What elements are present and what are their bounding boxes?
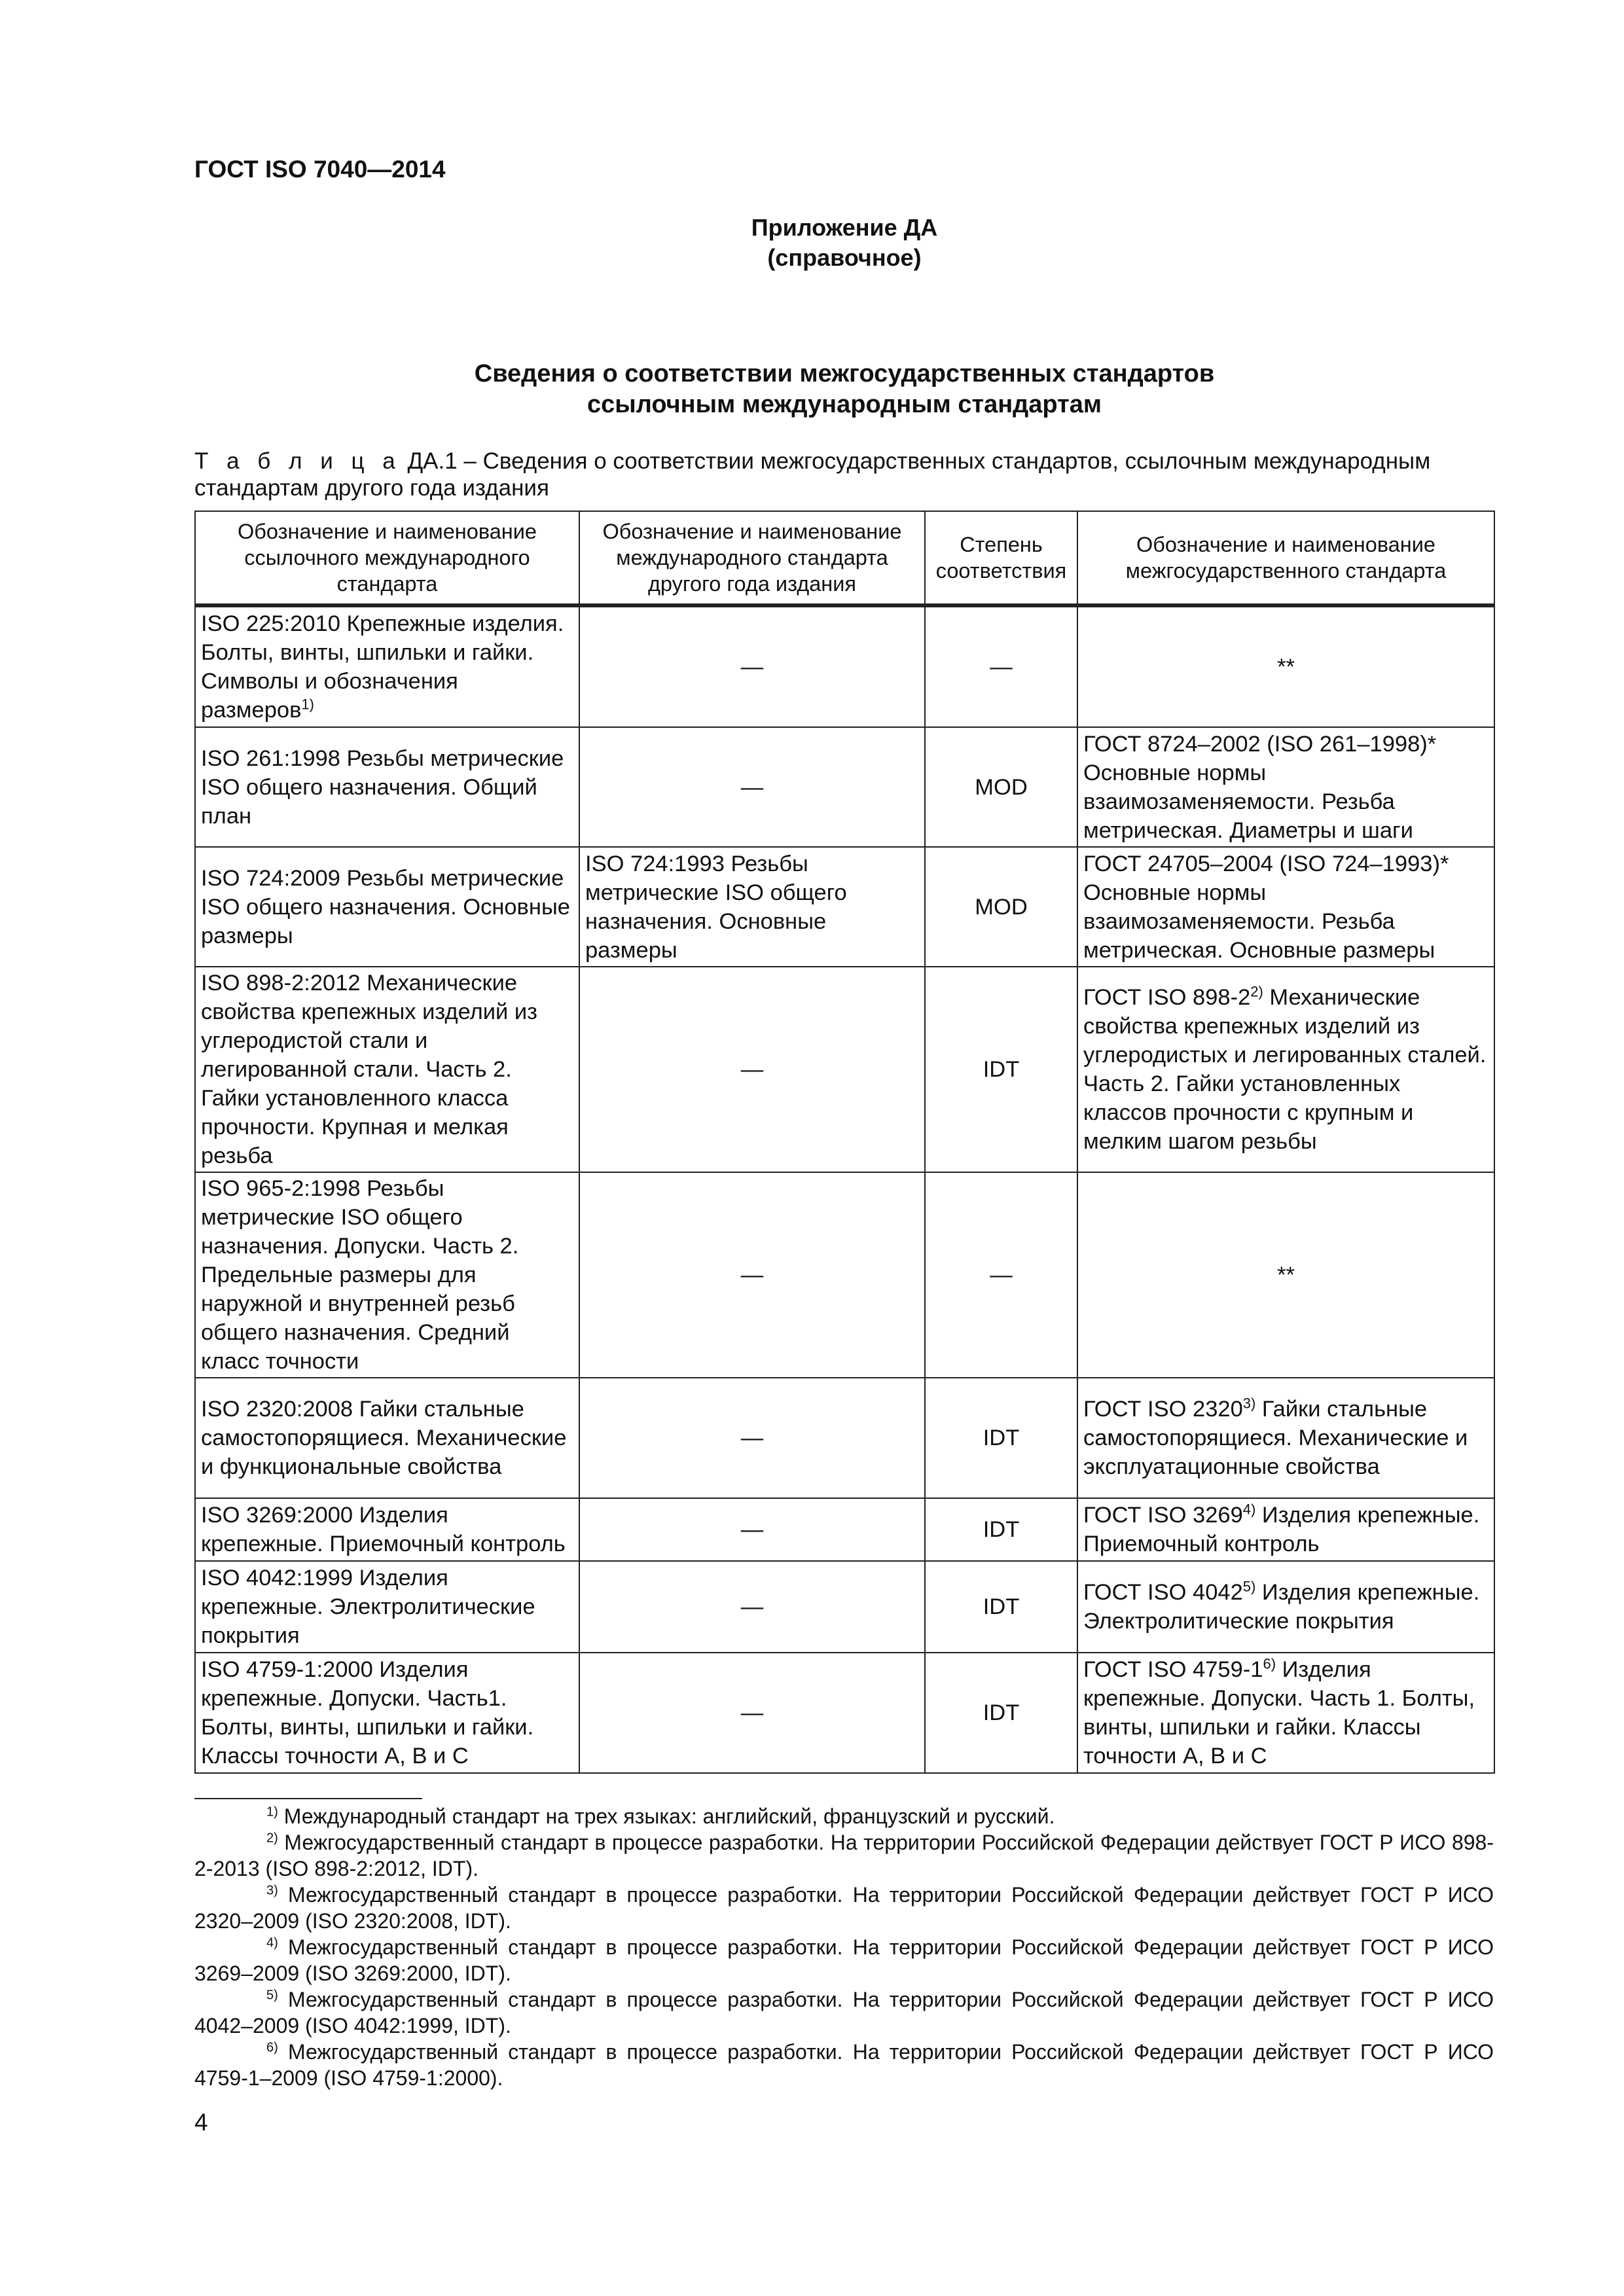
section-title-line-2: ссылочным международным стандартам [586,391,1102,418]
appendix-title: Приложение ДА [751,214,938,241]
appendix-heading [0,213,1624,273]
reference-standard-text: ISO 3269:2000 Изделия крепежные. Приемочный контроль [201,1503,566,1556]
cell-degree: IDT [925,1378,1077,1498]
correspondence-table [194,511,1495,1774]
reference-standard-text: ISO 724:2009 Резьбы метрические ISO общего назначения. Основные размеры [201,865,570,948]
reference-standard-text: ISO 4759-1:2000 Изделия крепежные. Допуски. Часть1. Болты, винты, шпильки и гайки. Классы точности А, В и С [201,1657,534,1768]
footnote [194,1829,1494,1882]
interstate-standard-text-rest: Изделия крепежные. Электролитические покрытия [1083,1580,1480,1634]
table-row [195,847,1494,967]
footnote [194,1882,1494,1934]
footnote-mark: 3) [1242,1395,1256,1412]
interstate-standard-text-rest: Гайки стальные самостопорящиеся. Механические и эксплуатационные свойства [1083,1397,1468,1479]
header-interstate-standard: Обозначение и наименование межгосударственного стандарта [1077,511,1494,605]
cell-other-year-standard: — [579,727,925,847]
interstate-standard-text: ГОСТ ISO 4042 [1083,1580,1243,1605]
table-row [195,967,1494,1172]
footnote-mark: 5) [266,1988,278,2003]
cell-other-year-standard: — [579,967,925,1172]
cell-other-year-standard: — [579,1498,925,1561]
footnote-mark: 2) [1250,983,1263,1000]
cell-interstate-standard [1077,1561,1494,1653]
cell-reference-standard [195,1172,579,1378]
footnote [194,1934,1494,1986]
footnote-mark: 6) [266,2040,278,2055]
table-caption-text: ДА.1 – Сведения о соответствии межгосударственных стандартов, ссылочным международным стандартам другого года издания [194,448,1431,501]
cell-degree: — [925,1172,1077,1378]
footnote-mark: 5) [1242,1578,1256,1595]
cell-degree: IDT [925,967,1077,1172]
cell-interstate-standard [1077,727,1494,847]
reference-standard-text: ISO 898-2:2012 Механические свойства крепежных изделий из углеродистой стали и легированной стали. Часть 2. Гайки установленного класса прочности. Крупная и мелкая резьба [201,971,537,1168]
interstate-standard-text: ГОСТ ISO 3269 [1083,1503,1243,1528]
interstate-standard-text: ГОСТ ISO 898-2 [1083,985,1251,1010]
cell-other-year-standard: ISO 724:1993 Резьбы метрические ISO общего назначения. Основные размеры [579,847,925,967]
footnote-text: Межгосударственный стандарт в процессе разработки. На территории Российской Федерации действует ГОСТ Р ИСО 4042–2009 (ISO 4042:1999, IDT). [194,1988,1494,2037]
page-number: 4 [194,2109,208,2136]
reference-standard-text: ISO 225:2010 Крепежные изделия. Болты, винты, шпильки и гайки. Символы и обозначения размеров [201,611,564,723]
cell-interstate-standard [1077,1172,1494,1378]
table-row [195,1378,1494,1498]
cell-degree: IDT [925,1561,1077,1653]
interstate-standard-text-rest: Изделия крепежные. Допуски. Часть 1. Болты, винты, шпильки и гайки. Классы точности А, В и С [1083,1657,1475,1768]
cell-degree: IDT [925,1498,1077,1561]
cell-degree: MOD [925,727,1077,847]
footnote [194,2039,1494,2091]
reference-standard-text: ISO 4042:1999 Изделия крепежные. Электролитические покрытия [201,1566,535,1648]
reference-standard-text: ISO 965-2:1998 Резьбы метрические ISO общего назначения. Допуски. Часть 2. Предельные размеры для наружной и внутренней резьб общего назначения. Средний класс точности [201,1176,519,1374]
document-header: ГОСТ ISO 7040—2014 [194,156,446,183]
reference-standard-text: ISO 261:1998 Резьбы метрические ISO общего назначения. Общий план [201,745,564,829]
cell-other-year-standard: — [579,1653,925,1773]
interstate-standard-text: ** [1277,655,1295,679]
footnote-mark: 4) [1242,1501,1256,1518]
footnote-mark: 2) [266,1831,278,1846]
header-reference-standard: Обозначение и наименование ссылочного международного стандарта [195,511,579,605]
footnote-text: Межгосударственный стандарт в процессе разработки. На территории Российской Федерации действует ГОСТ Р ИСО 4759-1–2009 (ISO 4759-1:2000). [194,2040,1494,2090]
cell-interstate-standard [1077,605,1494,727]
interstate-standard-text: ГОСТ 24705–2004 (ISO 724–1993)* Основные нормы взаимозаменяемости. Резьба метрическая. Основные размеры [1083,851,1449,963]
cell-interstate-standard [1077,1378,1494,1498]
cell-reference-standard [195,1498,579,1561]
table-caption-label: Т а б л и ц а [194,448,401,474]
footnote-text: Межгосударственный стандарт в процессе разработки. На территории Российской Федерации действует ГОСТ Р ИСО 2320–2009 (ISO 2320:2008, IDT). [194,1883,1494,1933]
interstate-standard-text: ** [1277,1263,1295,1287]
table-row [195,1498,1494,1561]
footnote-mark: 6) [1263,1655,1276,1672]
cell-other-year-standard: — [579,1378,925,1498]
interstate-standard-text: ГОСТ ISO 4759-1 [1083,1657,1263,1682]
section-title-line-1: Сведения о соответствии межгосударственных стандартов [474,360,1215,387]
footnotes [194,1803,1494,2091]
cell-interstate-standard [1077,1653,1494,1773]
footnote-text: Межгосударственный стандарт в процессе разработки. На территории Российской Федерации действует ГОСТ Р ИСО 3269–2009 (ISO 3269:2000, IDT). [194,1935,1494,1985]
table-row [195,605,1494,727]
appendix-subtitle: (справочное) [767,244,922,271]
footnote-text: Межгосударственный стандарт в процессе разработки. На территории Российской Федерации действует ГОСТ Р ИСО 898-2-2013 (ISO 898-2:2012, IDT). [194,1831,1494,1880]
cell-reference-standard [195,967,579,1172]
cell-interstate-standard [1077,967,1494,1172]
table-caption [194,448,1497,501]
cell-reference-standard [195,1378,579,1498]
reference-standard-text: ISO 2320:2008 Гайки стальные самостопорящиеся. Механические и функциональные свойства [201,1397,567,1479]
cell-reference-standard [195,605,579,727]
cell-degree: IDT [925,1653,1077,1773]
table-header-row [195,511,1494,605]
table-row [195,1653,1494,1773]
table-row [195,1561,1494,1653]
cell-other-year-standard: — [579,605,925,727]
header-other-year-standard: Обозначение и наименование международного стандарта другого года издания [579,511,925,605]
footnote-mark: 1) [266,1804,278,1820]
cell-other-year-standard: — [579,1561,925,1653]
footnote-separator [194,1798,422,1799]
cell-reference-standard [195,1653,579,1773]
footnote-text: Международный стандарт на трех языках: английский, французский и русский. [278,1804,1055,1828]
footnote [194,1803,1494,1829]
footnote-mark: 4) [266,1935,278,1950]
interstate-standard-text-rest: Механические свойства крепежных изделий из углеродистых и легированных сталей. Часть 2. Гайки установленных классов прочности с крупным и мелким шагом резьбы [1083,985,1487,1154]
cell-other-year-standard: — [579,1172,925,1378]
cell-interstate-standard [1077,1498,1494,1561]
footnote-mark: 1) [301,696,314,713]
cell-reference-standard [195,1561,579,1653]
cell-interstate-standard [1077,847,1494,967]
interstate-standard-text-rest: Изделия крепежные. Приемочный контроль [1083,1503,1480,1556]
footnote-mark: 3) [266,1883,278,1898]
footnote [194,1986,1494,2039]
table-row [195,1172,1494,1378]
interstate-standard-text: ГОСТ ISO 2320 [1083,1397,1243,1422]
table-row [195,727,1494,847]
interstate-standard-text: ГОСТ 8724–2002 (ISO 261–1998)* Основные нормы взаимозаменяемости. Резьба метрическая. Диаметры и шаги [1083,731,1437,843]
cell-reference-standard [195,847,579,967]
header-degree: Степень соответствия [925,511,1077,605]
cell-degree: MOD [925,847,1077,967]
cell-degree: — [925,605,1077,727]
section-title [0,359,1624,420]
cell-reference-standard [195,727,579,847]
